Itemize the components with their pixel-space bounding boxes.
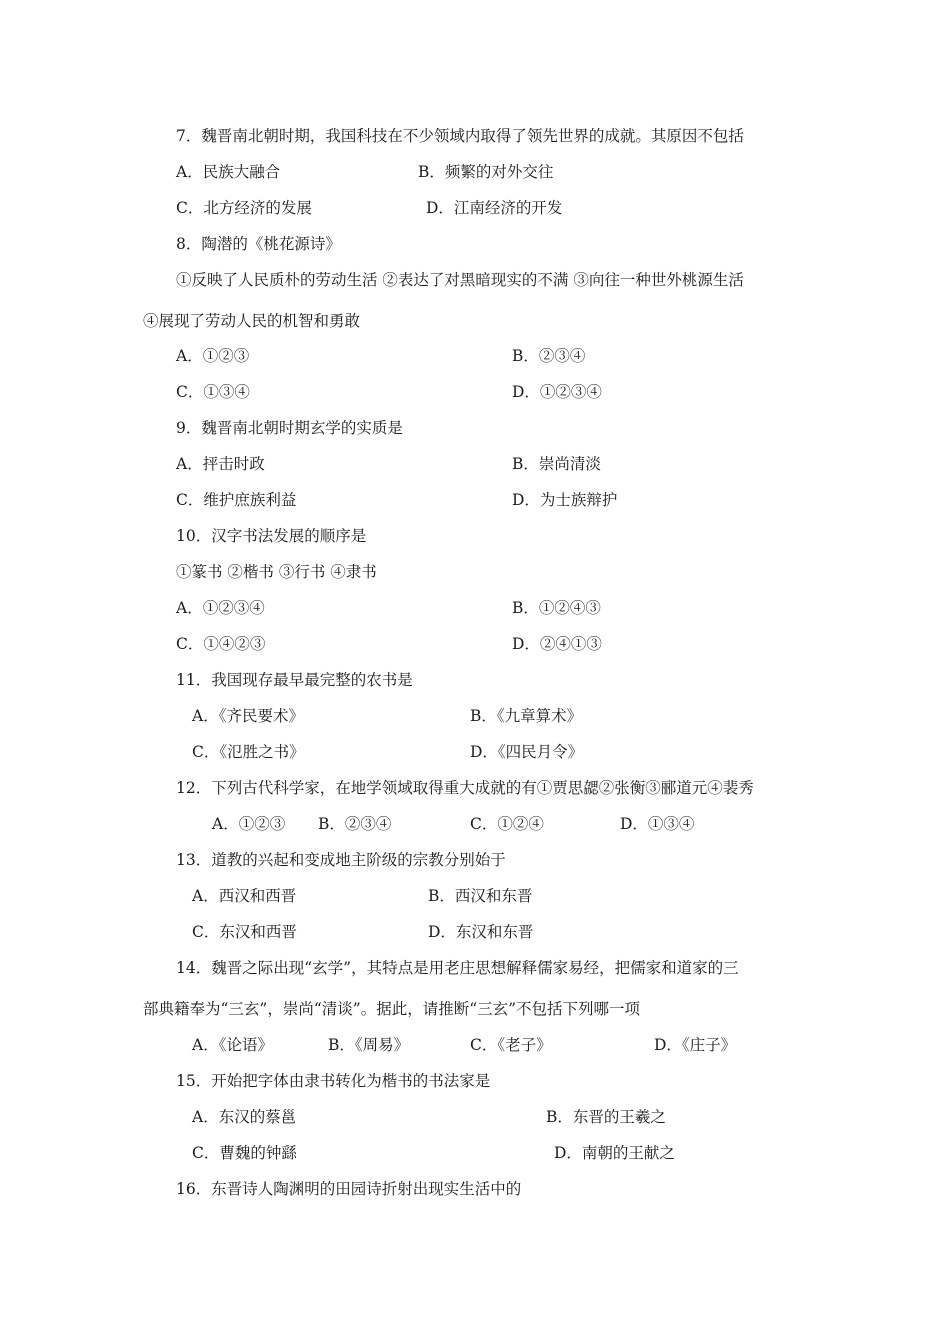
question-12-option-b: B．②③④ xyxy=(318,815,392,833)
question-7-option-d: D．江南经济的开发 xyxy=(426,199,563,217)
question-9-option-d: D．为士族辩护 xyxy=(512,491,618,509)
question-8-option-a: A．①②③ xyxy=(176,347,250,365)
question-7-option-c: C．北方经济的发展 xyxy=(176,199,312,217)
question-14-option-d: D．《庄子》 xyxy=(654,1036,737,1054)
question-14-stem-line-1: 14．魏晋之际出现“玄学”，其特点是用老庄思想解释儒家易经，把儒家和道家的三 xyxy=(176,959,739,977)
question-13-option-c: C．东汉和西晋 xyxy=(192,923,297,941)
question-7-option-b: B．频繁的对外交往 xyxy=(418,163,554,181)
question-7-option-a: A．民族大融合 xyxy=(176,163,281,181)
question-14-option-a: A．《论语》 xyxy=(192,1036,273,1054)
question-11-stem: 11．我国现存最早最完整的农书是 xyxy=(176,671,413,689)
question-10-option-c: C．①④②③ xyxy=(176,635,266,653)
question-10-stem: 10．汉字书法发展的顺序是 xyxy=(176,527,367,545)
question-8-option-b: B．②③④ xyxy=(512,347,586,365)
question-13-option-d: D．东汉和东晋 xyxy=(428,923,534,941)
question-9-option-c: C．维护庶族利益 xyxy=(176,491,297,509)
question-9-option-a: A．抨击时政 xyxy=(176,455,265,473)
question-12-option-d: D．①③④ xyxy=(620,815,695,833)
question-8-option-d: D．①②③④ xyxy=(512,383,602,401)
question-7-stem: 7．魏晋南北朝时期，我国科技在不少领域内取得了领先世界的成就。其原因不包括 xyxy=(176,127,744,145)
question-13-stem: 13．道教的兴起和变成地主阶级的宗教分别始于 xyxy=(176,851,506,869)
question-15-option-d: D．南朝的王献之 xyxy=(554,1144,675,1162)
question-11-option-a: A．《齐民要术》 xyxy=(192,707,304,725)
question-8-statement-line-2: ④展现了劳动人民的机智和勇敢 xyxy=(143,312,361,330)
question-13-option-a: A．西汉和西晋 xyxy=(192,887,297,905)
question-10-statement: ①篆书 ②楷书 ③行书 ④隶书 xyxy=(176,563,377,581)
question-13-option-b: B．西汉和东晋 xyxy=(428,887,533,905)
question-11-option-d: D．《四民月令》 xyxy=(470,743,584,761)
question-8-stem: 8．陶潜的《桃花源诗》 xyxy=(176,235,341,253)
question-11-option-c: C．《氾胜之书》 xyxy=(192,743,305,761)
question-15-option-a: A．东汉的蔡邕 xyxy=(192,1108,297,1126)
question-9-option-b: B．崇尚清淡 xyxy=(512,455,601,473)
question-10-option-d: D．②④①③ xyxy=(512,635,602,653)
question-8-option-c: C．①③④ xyxy=(176,383,250,401)
question-10-option-b: B．①②④③ xyxy=(512,599,601,617)
question-11-option-b: B．《九章算术》 xyxy=(470,707,583,725)
question-15-option-b: B．东晋的王羲之 xyxy=(546,1108,666,1126)
question-15-option-c: C．曹魏的钟繇 xyxy=(192,1144,297,1162)
question-9-stem: 9．魏晋南北朝时期玄学的实质是 xyxy=(176,419,403,437)
question-12-stem: 12．下列古代科学家，在地学领域取得重大成就的有①贾思勰②张衡③郦道元④裴秀 xyxy=(176,779,754,797)
question-14-option-b: B．《周易》 xyxy=(328,1036,410,1054)
question-12-option-c: C．①②④ xyxy=(470,815,544,833)
question-10-option-a: A．①②③④ xyxy=(176,599,265,617)
question-14-option-c: C．《老子》 xyxy=(470,1036,552,1054)
question-16-stem: 16．东晋诗人陶渊明的田园诗折射出现实生活中的 xyxy=(176,1180,522,1198)
question-14-stem-line-2: 部典籍奉为“三玄”，崇尚“清谈”。据此，请推断“三玄”不包括下列哪一项 xyxy=(143,1000,641,1018)
question-15-stem: 15．开始把字体由隶书转化为楷书的书法家是 xyxy=(176,1072,491,1090)
question-8-statement-line-1: ①反映了人民质朴的劳动生活 ②表达了对黑暗现实的不满 ③向往一种世外桃源生活 xyxy=(176,271,744,289)
question-12-option-a: A．①②③ xyxy=(212,815,286,833)
